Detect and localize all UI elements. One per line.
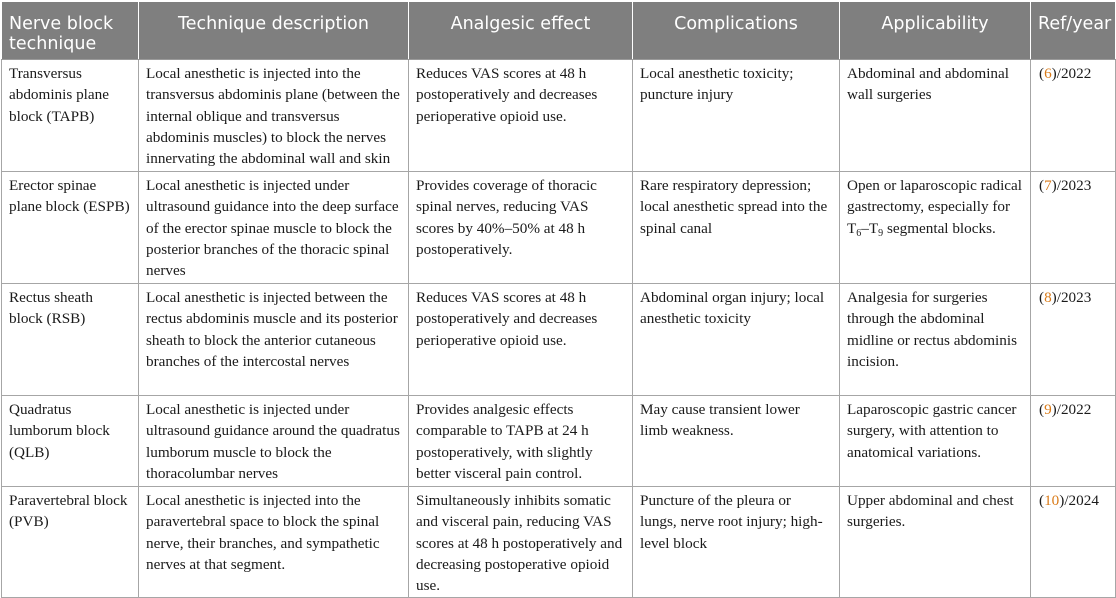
applicability-text: Open or laparoscopic radical gastrectomy, especially for T	[847, 177, 1022, 237]
complications-cell: May cause transient lower limb weakness.	[633, 396, 840, 487]
ref-year-cell: (6)/2022	[1031, 60, 1116, 172]
header-effect: Analgesic effect	[409, 2, 633, 60]
reference-link[interactable]: 8	[1044, 289, 1052, 306]
description-cell: Local anesthetic is injected under ultrasound guidance around the quadratus lumborum muscle to block the thoracolumbar nerves	[139, 396, 409, 487]
effect-cell: Provides analgesic effects comparable to TAPB at 24 h postoperatively, with slightly better visceral pain control.	[409, 396, 633, 487]
reference-link[interactable]: 10	[1044, 492, 1060, 509]
description-cell: Local anesthetic is injected into the transversus abdominis plane (between the internal oblique and transversus abdominis muscles) to block the nerves innervating the abdominal wall and skin	[139, 60, 409, 172]
table-row	[2, 396, 1116, 487]
applicability-cell: Analgesia for surgeries through the abdominal midline or rectus abdominis incision.	[840, 284, 1031, 396]
ref-year-cell: (10)/2024	[1031, 487, 1116, 598]
table-row	[2, 487, 1116, 598]
ref-year-cell: (9)/2022	[1031, 396, 1116, 487]
year-text: /2023	[1056, 289, 1092, 306]
header-ref-year: Ref/year	[1031, 2, 1116, 60]
applicability-cell: Upper abdominal and chest surgeries.	[840, 487, 1031, 598]
technique-cell: Rectus sheath block (RSB)	[2, 284, 139, 396]
reference-link[interactable]: 7	[1044, 177, 1052, 194]
description-cell: Local anesthetic is injected between the rectus abdominis muscle and its posterior sheath to block the anterior cutaneous branches of the intercostal nerves	[139, 284, 409, 396]
technique-cell: Erector spinae plane block (ESPB)	[2, 172, 139, 284]
subscript-6: 6	[856, 227, 862, 239]
year-text: /2022	[1056, 401, 1092, 418]
nerve-block-table	[1, 1, 1116, 598]
table-row	[2, 60, 1116, 172]
table-row	[2, 284, 1116, 396]
header-technique: Nerve block technique	[2, 2, 139, 60]
applicability-cell: Laparoscopic gastric cancer surgery, with attention to anatomical variations.	[840, 396, 1031, 487]
reference-link[interactable]: 9	[1044, 401, 1052, 418]
applicability-text: segmental blocks.	[883, 219, 996, 237]
ref-year-cell: (8)/2023	[1031, 284, 1116, 396]
year-text: /2023	[1056, 177, 1092, 194]
effect-cell: Provides coverage of thoracic spinal nerves, reducing VAS scores by 40%–50% at 48 h postoperatively.	[409, 172, 633, 284]
technique-cell: Paravertebral block (PVB)	[2, 487, 139, 598]
year-text: /2022	[1056, 65, 1092, 82]
table-row	[2, 172, 1116, 284]
effect-cell: Simultaneously inhibits somatic and visceral pain, reducing VAS scores at 48 h postoperatively and decreasing postoperative opioid use.	[409, 487, 633, 598]
complications-cell: Abdominal organ injury; local anesthetic toxicity	[633, 284, 840, 396]
header-applicability: Applicability	[840, 2, 1031, 60]
complications-cell: Rare respiratory depression; local anesthetic spread into the spinal canal	[633, 172, 840, 284]
complications-cell: Puncture of the pleura or lungs, nerve root injury; high-level block	[633, 487, 840, 598]
complications-cell: Local anesthetic toxicity; puncture injury	[633, 60, 840, 172]
applicability-cell	[840, 172, 1031, 284]
applicability-text: –T	[861, 219, 879, 237]
description-cell: Local anesthetic is injected under ultrasound guidance into the deep surface of the erector spinae muscle to block the posterior branches of the thoracic spinal nerves	[139, 172, 409, 284]
header-complications: Complications	[633, 2, 840, 60]
applicability-cell: Abdominal and abdominal wall surgeries	[840, 60, 1031, 172]
technique-cell: Transversus abdominis plane block (TAPB)	[2, 60, 139, 172]
effect-cell: Reduces VAS scores at 48 h postoperatively and decreases perioperative opioid use.	[409, 284, 633, 396]
description-cell: Local anesthetic is injected into the paravertebral space to block the spinal nerve, their branches, and sympathetic nerves at that segment.	[139, 487, 409, 598]
header-row	[2, 2, 1116, 60]
year-text: /2024	[1064, 492, 1099, 509]
header-description: Technique description	[139, 2, 409, 60]
reference-link[interactable]: 6	[1044, 65, 1052, 82]
technique-cell: Quadratus lumborum block (QLB)	[2, 396, 139, 487]
effect-cell: Reduces VAS scores at 48 h postoperatively and decreases perioperative opioid use.	[409, 60, 633, 172]
subscript-9: 9	[878, 227, 884, 239]
ref-year-cell: (7)/2023	[1031, 172, 1116, 284]
